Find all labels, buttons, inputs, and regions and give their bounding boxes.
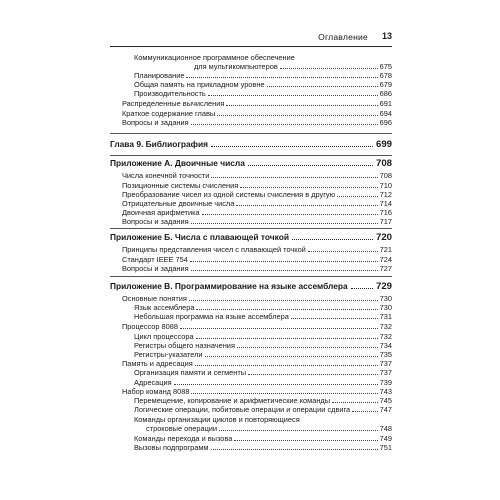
toc-entry [134,53,392,71]
leader-dots [236,205,377,206]
toc-entry-label: Распределенные вычисления [122,99,225,108]
toc-entry-label: Регистры общего назначения [134,341,235,350]
leader-dots [248,374,378,375]
toc-entry-label: Цикл процессора [134,332,194,341]
toc-entry [122,359,392,368]
toc-entry-page: 714 [379,199,392,208]
toc-entry [122,171,392,180]
leader-dots [208,95,378,96]
toc-entry-label: Основные понятия [122,294,187,303]
leader-dots [337,196,377,197]
page-number: 13 [381,31,392,41]
running-head-title: Оглавление [318,32,368,42]
toc-entry [122,181,392,190]
toc-entry [122,190,392,199]
toc-entry [134,434,392,443]
toc-entry [134,368,392,377]
toc-entry-page: 716 [379,208,392,217]
chapter-heading [110,139,392,150]
leader-dots [191,223,378,224]
leader-dots [217,115,377,116]
toc-entry-label: Логические операции, побитовые операции и операции сдвига [134,405,351,414]
chapter-title: Глава 9. Библиография [110,139,208,149]
leader-dots [186,77,377,78]
toc-entry [122,217,392,226]
toc-entry-page: 721 [379,245,392,254]
toc-entry-label: Перемещение, копирование и арифметические команды [134,396,331,405]
toc-entry-page: 730 [379,303,392,312]
toc-entry [122,255,392,264]
leader-dots [248,165,373,166]
toc-entry-label: Краткое содержание главы [122,109,216,118]
leader-dots [205,356,378,357]
toc-entry-label: Вопросы и задания [122,217,189,226]
toc-entry-page: 743 [379,387,392,396]
toc-entry-label: Планирование [134,71,185,80]
toc-entry-label: Коммуникационное программное обеспечение [134,53,295,62]
toc-entry-page: 732 [379,332,392,341]
toc-entry-page: 737 [379,359,392,368]
toc-entry [134,312,392,321]
toc-entry [122,99,392,108]
toc-entry-page: 686 [379,89,392,98]
toc-entry [122,322,392,331]
toc-entry [122,245,392,254]
toc-entry-label: Набор команд 8088 [122,387,190,396]
toc-entry-page: 731 [379,312,392,321]
toc-entry [122,387,392,396]
toc-entry [134,303,392,312]
toc-entry-page: 679 [379,80,392,89]
toc-entry-page: 675 [379,62,392,71]
toc-entry-label-cont: строковые операции [146,424,218,433]
leader-dots [174,384,378,385]
leader-dots [267,86,378,87]
toc-entry [134,443,392,452]
chapter-page: 699 [375,139,392,150]
toc-entry-page: 724 [379,255,392,264]
leader-dots [196,338,378,339]
toc-entry [134,405,392,414]
toc-entry-label: Команды перехода и вызова [134,434,233,443]
leader-dots [237,347,378,348]
toc-entry-label: Принципы представления чисел с плавающей точкой [122,245,306,254]
leader-dots [291,318,378,319]
leader-dots [226,105,377,106]
toc-entry-label: Отрицательные двоичные числа [122,199,235,208]
leader-dots [308,251,378,252]
toc-entry [134,378,392,387]
chapter-title: Приложение А. Двоичные числа [110,158,245,168]
leader-dots [280,68,378,69]
toc-entry-page: 730 [379,294,392,303]
toc-entry-page: 745 [379,396,392,405]
toc-entry [122,118,392,127]
leader-dots [202,214,378,215]
toc-entry-label: Память и адресация [122,359,193,368]
leader-dots [332,402,378,403]
leader-dots [219,430,378,431]
toc-entry-label: Числа конечной точности [122,171,210,180]
toc-entry-page: 712 [379,190,392,199]
toc-entry-page: 696 [379,118,392,127]
toc-entry-page: 708 [379,171,392,180]
toc-entry [122,264,392,273]
leader-dots [351,288,373,289]
toc-entry [122,109,392,118]
leader-dots [292,239,373,240]
chapter-page: 708 [375,158,392,169]
toc-entry-label: Преобразование чисел из одной системы счисления в другую [122,190,336,199]
chapter-title: Приложение Б. Числа с плавающей точкой [110,232,290,242]
toc-entry [134,396,392,405]
toc-entry-label: Вызовы подпрограмм [134,443,209,452]
toc-entry-label: Позиционные системы счисления [122,181,239,190]
leader-dots [240,187,377,188]
leader-dots [211,177,377,178]
toc-entry-page: 694 [379,109,392,118]
toc-entry-label: Организация памяти и сегменты [134,368,247,377]
toc-entry [122,294,392,303]
chapter-title: Приложение В. Программирование на языке ассемблера [110,281,348,291]
leader-dots [191,270,378,271]
leader-dots [191,124,378,125]
toc-entry [134,415,392,433]
toc-entry-label: Язык ассемблера [134,303,195,312]
toc-entry [134,350,392,359]
toc-entry-page: 735 [379,350,392,359]
leader-dots [196,309,377,310]
toc-entry [134,80,392,89]
toc-entry [122,208,392,217]
toc-entry-page: 739 [379,378,392,387]
chapter-heading [110,281,392,292]
toc-entry [122,199,392,208]
toc-entry-label: Двоичная арифметика [122,208,200,217]
chapter-heading [110,232,392,243]
toc-entry-page: 748 [379,424,392,433]
toc-entry-page: 749 [379,434,392,443]
toc-entry-page: 717 [379,217,392,226]
section-divider [110,155,392,156]
leader-dots [211,146,373,147]
leader-dots [195,365,378,366]
toc-entry-page: 737 [379,368,392,377]
leader-dots [234,440,377,441]
leader-dots [190,261,378,262]
toc-entry-label: Производительность [134,89,206,98]
toc-entry-page: 732 [379,322,392,331]
toc-entry-label: Процессор 8088 [122,322,178,331]
leader-dots [189,300,378,301]
toc-entry-label-cont: для мультикомпьютеров [194,62,278,71]
toc-entry [134,89,392,98]
toc-entry [134,341,392,350]
toc-entry-page: 734 [379,341,392,350]
toc-entry-label: Стандарт IEEE 754 [122,255,188,264]
toc-entry-label: Небольшая программа на языке ассемблера [134,312,289,321]
toc-entry-label: Адресация [134,378,172,387]
toc-entry-page: 691 [379,99,392,108]
chapter-page: 720 [375,232,392,243]
chapter-page: 729 [375,281,392,292]
section-divider [110,276,392,277]
toc-entry [134,332,392,341]
toc-entry-page: 747 [379,405,392,414]
chapter-heading [110,158,392,169]
toc-entry-label: Команды организации циклов и повторяющиеся [134,415,300,424]
leader-dots [352,411,378,412]
toc-entry-page: 678 [379,71,392,80]
toc-entry-page: 727 [379,264,392,273]
section-divider [110,228,392,229]
leader-dots [180,328,378,329]
toc-entry-label: Общая память на прикладном уровне [134,80,265,89]
section-divider [110,133,392,134]
toc-entry-page: 710 [379,181,392,190]
leader-dots [191,393,377,394]
leader-dots [211,449,378,450]
toc-entry-page: 751 [379,443,392,452]
toc-entry-label: Вопросы и задания [122,264,189,273]
toc-entry-label: Вопросы и задания [122,118,189,127]
toc-entry [134,71,392,80]
toc-entry-label: Регистры-указатели [134,350,203,359]
